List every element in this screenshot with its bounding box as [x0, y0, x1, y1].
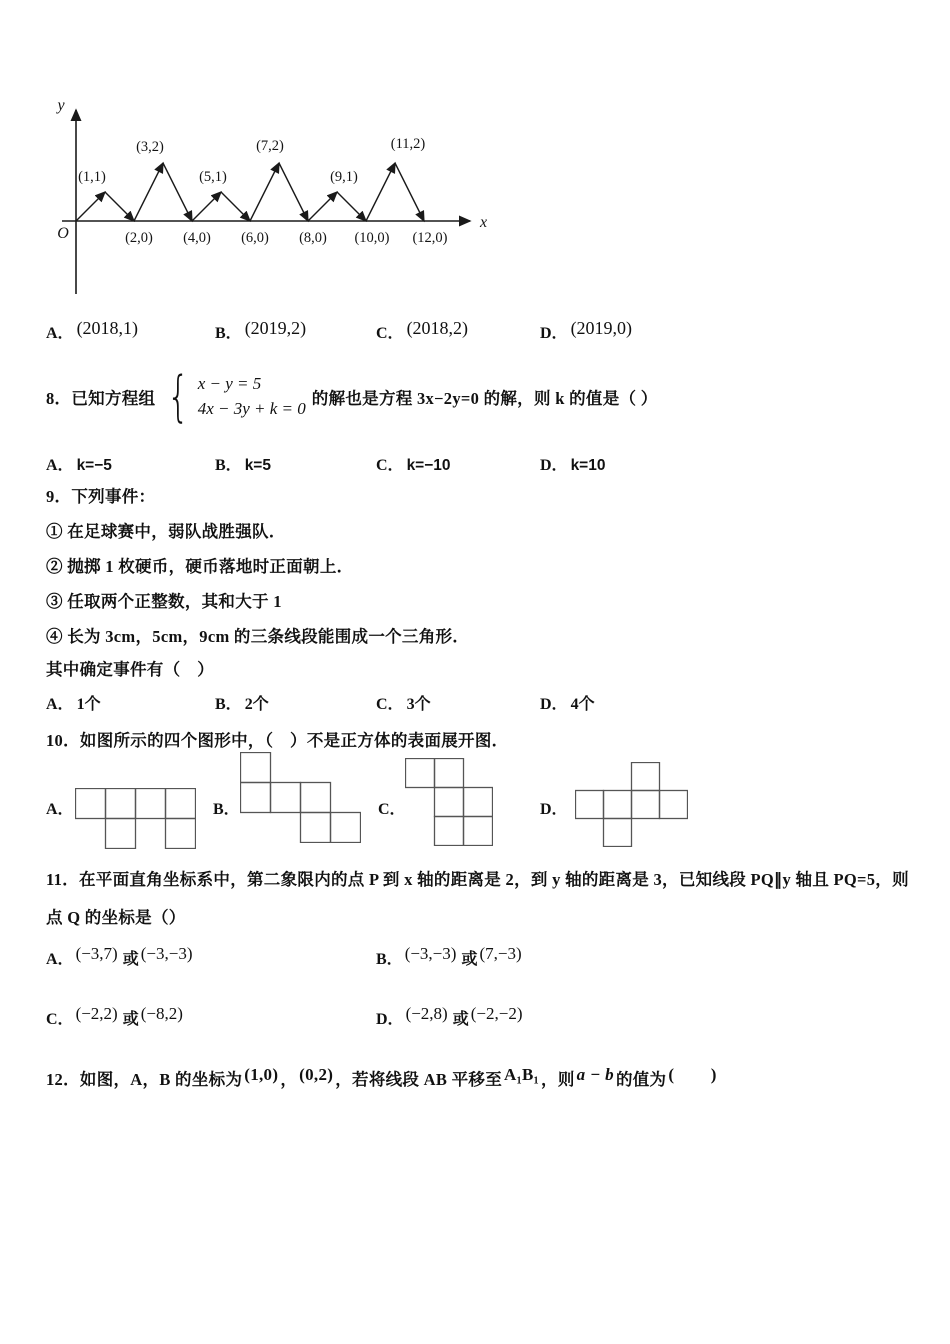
option-coord: (−8,2) — [140, 1004, 183, 1023]
zigzag-graph — [36, 96, 496, 296]
question-12-stem — [46, 1066, 719, 1090]
q10-label-d: D． — [540, 801, 568, 818]
q7-option-c — [376, 320, 468, 343]
zigzag-path — [76, 163, 424, 221]
option-coord: (−2,−2) — [470, 1004, 523, 1023]
peak-label: (7,2) — [256, 138, 284, 154]
question-11-stem-line2: 点 Q 的坐标是（） — [46, 908, 186, 927]
q12-coord-b: (0,2) — [299, 1065, 334, 1084]
q12-expression: a − b — [576, 1065, 614, 1084]
peak-label: (9,1) — [330, 169, 358, 185]
option-coord: (7,−3) — [479, 944, 522, 963]
q12-text: ，则 — [541, 1070, 575, 1089]
option-coord: (−2,8) — [405, 1004, 448, 1023]
q10-label-a: A． — [46, 801, 74, 818]
q12-text: 的值为 — [615, 1070, 667, 1089]
q12-answer-paren: ( ) — [668, 1065, 717, 1084]
base-label: (8,0) — [299, 230, 327, 246]
q8-option-d — [540, 452, 605, 475]
question-10-stem: 10．如图所示的四个图形中，（ ）不是正方体的表面展开图． — [46, 731, 509, 750]
option-coord: (−3,7) — [75, 944, 118, 963]
q9-item-4: ④ 长为 3cm，5cm，9cm 的三条线段能围成一个三角形． — [46, 627, 470, 646]
question-8-stem — [46, 366, 658, 428]
option-label: A． — [46, 951, 74, 968]
q12-text: ，若将线段 AB 平移至 — [335, 1070, 502, 1089]
option-label: C． — [376, 696, 404, 713]
or-text: 或 — [452, 1011, 469, 1028]
option-value: 4个 — [570, 696, 595, 713]
option-value: 3个 — [406, 696, 431, 713]
cube-net-b — [240, 752, 361, 843]
option-label: B． — [215, 696, 242, 713]
q9-stem-end: 其中确定事件有（ ） — [46, 660, 214, 679]
q12-segment-a1b1: A₁B₁ — [504, 1065, 540, 1084]
q7-option-b — [215, 320, 306, 343]
option-value: k=−10 — [406, 457, 451, 474]
q12-separator: ， — [280, 1070, 298, 1089]
peak-label: (5,1) — [199, 169, 227, 185]
equation-system — [161, 364, 306, 428]
base-label: (12,0) — [412, 230, 448, 246]
q11-option-b — [376, 946, 524, 969]
q12-coord-a: (1,0) — [244, 1065, 279, 1084]
base-label: (2,0) — [125, 230, 153, 246]
cube-net-a — [75, 788, 196, 849]
base-label: (6,0) — [241, 230, 269, 246]
or-text: 或 — [122, 951, 139, 968]
peak-label: (1,1) — [78, 169, 106, 185]
cube-net-c — [405, 758, 493, 846]
q8-suffix: 的解也是方程 3x−2y=0 的解，则 k 的值是（ ） — [311, 389, 658, 408]
option-label: B． — [376, 951, 403, 968]
peak-label: (11,2) — [390, 136, 426, 152]
option-value: k=10 — [570, 457, 606, 474]
system-equations — [198, 372, 306, 421]
option-value: k=−5 — [76, 457, 112, 474]
equation-1: x − y = 5 — [197, 374, 262, 394]
option-coord: (−3,−3) — [140, 944, 193, 963]
option-label: D． — [540, 325, 568, 342]
q8-option-a — [46, 452, 112, 475]
option-value: 1个 — [76, 696, 101, 713]
q8-prefix: 8．已知方程组 — [46, 389, 156, 408]
option-label: B． — [215, 457, 242, 474]
q9-option-d — [540, 691, 595, 714]
or-text: 或 — [461, 951, 478, 968]
option-value: (2018,2) — [406, 318, 469, 338]
option-label: A． — [46, 325, 74, 342]
q9-option-a — [46, 691, 101, 714]
q7-option-d — [540, 320, 632, 343]
q12-text: 12．如图，A，B 的坐标为 — [46, 1070, 243, 1089]
q10-figures-row — [46, 750, 926, 852]
q11-options-row-1 — [46, 946, 926, 980]
q10-label-c: C． — [378, 801, 406, 818]
q9-item-3: ③ 任取两个正整数，其和大于 1 — [46, 592, 282, 611]
option-coord: (−3,−3) — [404, 944, 457, 963]
q8-option-b — [215, 452, 271, 475]
q7-option-a — [46, 320, 138, 343]
option-value: (2019,2) — [244, 318, 307, 338]
q11-option-d — [376, 1006, 525, 1029]
option-label: D． — [540, 696, 568, 713]
q9-item-1: ① 在足球赛中，弱队战胜强队． — [46, 522, 286, 541]
option-value: (2019,0) — [570, 318, 633, 338]
option-label: D． — [376, 1011, 404, 1028]
q11-option-a — [46, 946, 195, 969]
question-9-title: 9．下列事件： — [46, 487, 156, 506]
option-label: C． — [46, 1011, 74, 1028]
or-text: 或 — [122, 1011, 139, 1028]
option-value: (2018,1) — [76, 318, 139, 338]
option-label: D． — [540, 457, 568, 474]
q9-item-2: ② 抛掷 1 枚硬币，硬币落地时正面朝上． — [46, 557, 354, 576]
option-coord: (−2,2) — [75, 1004, 118, 1023]
base-label: (4,0) — [183, 230, 211, 246]
y-axis-label: y — [57, 97, 65, 114]
option-label: B． — [215, 325, 242, 342]
cube-net-d — [575, 762, 688, 847]
q10-label-b: B． — [213, 801, 240, 818]
base-label: (10,0) — [354, 230, 390, 246]
q9-option-c — [376, 691, 431, 714]
option-label: C． — [376, 457, 404, 474]
q8-options-row — [46, 452, 926, 486]
q8-option-c — [376, 452, 451, 475]
option-label: C． — [376, 325, 404, 342]
peak-label: (3,2) — [136, 139, 164, 155]
question-11-stem-line1: 11．在平面直角坐标系中，第二象限内的点 P 到 x 轴的距离是 2，到 y 轴的距离是 3，已知线段 PQ∥y 轴且 PQ=5，则 — [46, 870, 909, 889]
q11-option-c — [46, 1006, 185, 1029]
q7-options-row — [46, 320, 926, 354]
system-brace: { — [167, 364, 190, 428]
equation-2: 4x − 3y + k = 0 — [197, 399, 306, 418]
option-label: A． — [46, 457, 74, 474]
option-value: k=5 — [244, 457, 271, 474]
origin-label: O — [57, 225, 69, 242]
q11-options-row-2 — [46, 1006, 926, 1040]
option-value: 2个 — [244, 696, 269, 713]
q9-option-b — [215, 691, 269, 714]
option-label: A． — [46, 696, 74, 713]
x-axis-label: x — [480, 214, 488, 231]
q9-options-row — [46, 691, 926, 725]
